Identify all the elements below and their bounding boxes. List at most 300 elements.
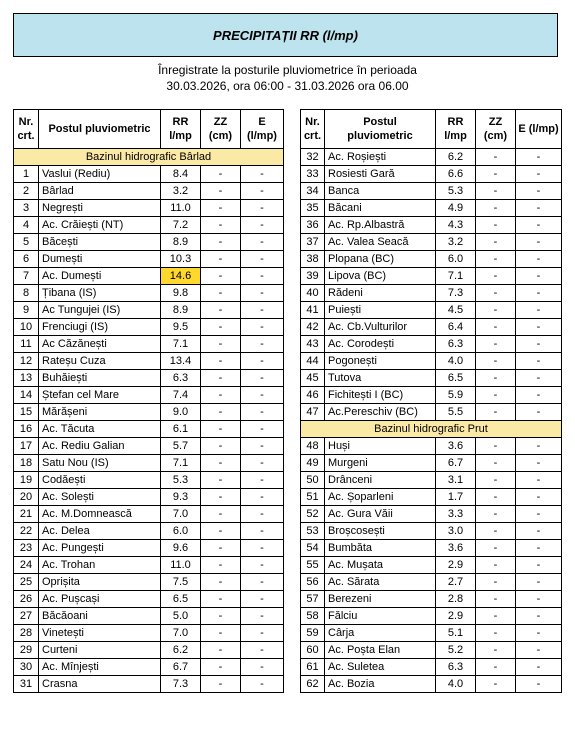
table-row <box>14 336 284 353</box>
zz-value: - <box>201 200 241 217</box>
table-row <box>301 370 562 387</box>
zz-value: - <box>201 421 241 438</box>
rr-value: 3.0 <box>436 523 476 540</box>
station-number: 38 <box>301 251 325 268</box>
table-row <box>14 302 284 319</box>
station-number: 25 <box>14 574 39 591</box>
table-row <box>14 319 284 336</box>
table-row <box>14 676 284 693</box>
station-name: Pogonești <box>325 353 436 370</box>
rr-value: 6.5 <box>436 370 476 387</box>
header-e: E (l/mp) <box>241 110 284 149</box>
rr-value: 5.9 <box>436 387 476 404</box>
station-number: 40 <box>301 285 325 302</box>
right-precipitation-table <box>300 109 562 693</box>
station-number: 43 <box>301 336 325 353</box>
table-row <box>14 285 284 302</box>
station-name: Drânceni <box>325 472 436 489</box>
section-label-prut: Bazinul hidrografic Prut <box>301 421 562 438</box>
station-number: 27 <box>14 608 39 625</box>
zz-value: - <box>476 234 516 251</box>
table-row <box>14 438 284 455</box>
station-name: Ac. Dumești <box>39 268 161 285</box>
station-number: 58 <box>301 608 325 625</box>
station-name: Oprișita <box>39 574 161 591</box>
table-row <box>301 608 562 625</box>
e-value: - <box>516 608 562 625</box>
e-value: - <box>241 489 284 506</box>
zz-value: - <box>476 438 516 455</box>
rr-value: 5.5 <box>436 404 476 421</box>
station-name: Vaslui (Rediu) <box>39 166 161 183</box>
table-row <box>14 268 284 285</box>
table-row <box>301 506 562 523</box>
e-value: - <box>516 217 562 234</box>
zz-value: - <box>201 336 241 353</box>
zz-value: - <box>201 370 241 387</box>
station-number: 8 <box>14 285 39 302</box>
station-name: Ac. Pușcași <box>39 591 161 608</box>
zz-value: - <box>201 642 241 659</box>
station-name: Banca <box>325 183 436 200</box>
table-row <box>301 251 562 268</box>
station-number: 18 <box>14 455 39 472</box>
zz-value: - <box>476 540 516 557</box>
e-value: - <box>241 574 284 591</box>
rr-value: 2.8 <box>436 591 476 608</box>
zz-value: - <box>201 506 241 523</box>
zz-value: - <box>476 506 516 523</box>
zz-value: - <box>476 489 516 506</box>
e-value: - <box>241 472 284 489</box>
rr-value: 3.3 <box>436 506 476 523</box>
station-number: 61 <box>301 659 325 676</box>
table-row <box>14 183 284 200</box>
rr-value: 11.0 <box>161 557 201 574</box>
station-number: 2 <box>14 183 39 200</box>
zz-value: - <box>201 234 241 251</box>
header-post: Postul pluviometric <box>39 110 161 149</box>
station-name: Murgeni <box>325 455 436 472</box>
zz-value: - <box>476 642 516 659</box>
zz-value: - <box>201 455 241 472</box>
header-zz: ZZ (cm) <box>201 110 241 149</box>
station-name: Ac. Poșta Elan <box>325 642 436 659</box>
zz-value: - <box>201 676 241 693</box>
table-row <box>14 387 284 404</box>
station-number: 29 <box>14 642 39 659</box>
zz-value: - <box>201 353 241 370</box>
header-post: Postul pluviometric <box>325 110 436 149</box>
rr-value: 9.6 <box>161 540 201 557</box>
header-zz: ZZ (cm) <box>476 110 516 149</box>
station-name: Ac. Sărata <box>325 574 436 591</box>
rr-value: 2.9 <box>436 608 476 625</box>
station-number: 1 <box>14 166 39 183</box>
rr-value: 10.3 <box>161 251 201 268</box>
station-name: Bumbăta <box>325 540 436 557</box>
e-value: - <box>241 166 284 183</box>
table-row <box>301 472 562 489</box>
zz-value: - <box>476 353 516 370</box>
zz-value: - <box>476 285 516 302</box>
zz-value: - <box>476 557 516 574</box>
station-name: Lipova (BC) <box>325 268 436 285</box>
zz-value: - <box>476 608 516 625</box>
station-number: 60 <box>301 642 325 659</box>
zz-value: - <box>476 268 516 285</box>
e-value: - <box>241 523 284 540</box>
section-row-barlad <box>14 149 284 166</box>
zz-value: - <box>476 523 516 540</box>
rr-value: 11.0 <box>161 200 201 217</box>
e-value: - <box>516 251 562 268</box>
e-value: - <box>516 149 562 166</box>
table-row <box>14 200 284 217</box>
table-row <box>14 234 284 251</box>
zz-value: - <box>476 251 516 268</box>
table-row <box>301 149 562 166</box>
rr-value: 4.9 <box>436 200 476 217</box>
rr-value: 9.8 <box>161 285 201 302</box>
rr-value: 4.5 <box>436 302 476 319</box>
rr-value: 5.2 <box>436 642 476 659</box>
station-number: 30 <box>14 659 39 676</box>
zz-value: - <box>201 523 241 540</box>
station-number: 42 <box>301 319 325 336</box>
station-number: 47 <box>301 404 325 421</box>
station-name: Fălciu <box>325 608 436 625</box>
table-row <box>301 183 562 200</box>
table-row <box>301 523 562 540</box>
rr-value: 14.6 <box>161 268 201 285</box>
table-row <box>301 625 562 642</box>
rr-value: 9.5 <box>161 319 201 336</box>
e-value: - <box>241 183 284 200</box>
table-row <box>14 540 284 557</box>
station-name: Ac. Șoparleni <box>325 489 436 506</box>
station-name: Curteni <box>39 642 161 659</box>
station-name: Ac. Rediu Galian <box>39 438 161 455</box>
rr-value: 8.9 <box>161 234 201 251</box>
e-value: - <box>516 523 562 540</box>
zz-value: - <box>476 455 516 472</box>
station-number: 53 <box>301 523 325 540</box>
e-value: - <box>241 608 284 625</box>
rr-value: 5.0 <box>161 608 201 625</box>
station-number: 22 <box>14 523 39 540</box>
table-row <box>301 438 562 455</box>
header-nr: Nr. crt. <box>14 110 39 149</box>
zz-value: - <box>476 370 516 387</box>
station-name: Ac. Valea Seacă <box>325 234 436 251</box>
station-name: Ac. Rp.Albastră <box>325 217 436 234</box>
zz-value: - <box>476 404 516 421</box>
header-rr: RR l/mp <box>436 110 476 149</box>
table-row <box>301 336 562 353</box>
rr-value: 7.0 <box>161 625 201 642</box>
station-name: Ac Tungujei (IS) <box>39 302 161 319</box>
table-row <box>301 455 562 472</box>
table-row <box>14 404 284 421</box>
table-row <box>301 387 562 404</box>
rr-value: 7.2 <box>161 217 201 234</box>
station-name: Ac. Suletea <box>325 659 436 676</box>
table-row <box>301 574 562 591</box>
station-name: Ac. Roșiești <box>325 149 436 166</box>
station-number: 62 <box>301 676 325 693</box>
station-name: Fichitești I (BC) <box>325 387 436 404</box>
rr-value: 6.0 <box>436 251 476 268</box>
e-value: - <box>241 540 284 557</box>
rr-value: 3.1 <box>436 472 476 489</box>
table-row <box>301 268 562 285</box>
station-name: Codăești <box>39 472 161 489</box>
station-name: Ac. Tăcuta <box>39 421 161 438</box>
zz-value: - <box>201 574 241 591</box>
station-name: Berezeni <box>325 591 436 608</box>
e-value: - <box>516 370 562 387</box>
station-name: Negrești <box>39 200 161 217</box>
table-row <box>14 625 284 642</box>
station-name: Ac. Solești <box>39 489 161 506</box>
station-name: Ac. Pungești <box>39 540 161 557</box>
station-number: 33 <box>301 166 325 183</box>
station-number: 39 <box>301 268 325 285</box>
rr-value: 7.3 <box>161 676 201 693</box>
rr-value: 4.0 <box>436 676 476 693</box>
table-row <box>14 642 284 659</box>
table-header-row <box>301 110 562 149</box>
e-value: - <box>241 200 284 217</box>
table-row <box>301 166 562 183</box>
station-number: 37 <box>301 234 325 251</box>
station-name: Dumești <box>39 251 161 268</box>
section-label-barlad: Bazinul hidrografic Bârlad <box>14 149 284 166</box>
rr-value: 7.3 <box>436 285 476 302</box>
table-row <box>14 353 284 370</box>
e-value: - <box>241 659 284 676</box>
station-name: Ac. M.Domnească <box>39 506 161 523</box>
table-row <box>301 540 562 557</box>
station-name: Puiești <box>325 302 436 319</box>
zz-value: - <box>201 608 241 625</box>
table-row <box>301 302 562 319</box>
table-row <box>14 523 284 540</box>
station-number: 13 <box>14 370 39 387</box>
zz-value: - <box>476 149 516 166</box>
station-number: 50 <box>301 472 325 489</box>
table-row <box>14 574 284 591</box>
rr-value: 5.3 <box>161 472 201 489</box>
subtitle-period-label: Înregistrate la posturile pluviometrice în perioada <box>158 63 417 77</box>
subtitle-period-dates: 30.03.2026, ora 06:00 - 31.03.2026 ora 06.00 <box>166 79 409 93</box>
header-nr: Nr. crt. <box>301 110 325 149</box>
e-value: - <box>516 540 562 557</box>
zz-value: - <box>201 489 241 506</box>
zz-value: - <box>201 625 241 642</box>
rr-value: 9.3 <box>161 489 201 506</box>
zz-value: - <box>476 659 516 676</box>
rr-value: 6.3 <box>161 370 201 387</box>
table-header-row <box>14 110 284 149</box>
zz-value: - <box>476 472 516 489</box>
station-name: Cârja <box>325 625 436 642</box>
section-row-prut <box>301 421 562 438</box>
station-number: 16 <box>14 421 39 438</box>
e-value: - <box>241 642 284 659</box>
station-name: Tutova <box>325 370 436 387</box>
station-number: 24 <box>14 557 39 574</box>
rr-value: 6.2 <box>436 149 476 166</box>
e-value: - <box>516 625 562 642</box>
zz-value: - <box>201 404 241 421</box>
table-row <box>14 591 284 608</box>
station-name: Ac. Crăiești (NT) <box>39 217 161 234</box>
e-value: - <box>241 455 284 472</box>
e-value: - <box>516 166 562 183</box>
station-name: Băcăoani <box>39 608 161 625</box>
zz-value: - <box>201 268 241 285</box>
e-value: - <box>516 387 562 404</box>
table-row <box>14 472 284 489</box>
table-row <box>14 421 284 438</box>
e-value: - <box>241 421 284 438</box>
e-value: - <box>241 387 284 404</box>
station-name: Ac. Mușata <box>325 557 436 574</box>
rr-value: 7.5 <box>161 574 201 591</box>
station-number: 28 <box>14 625 39 642</box>
e-value: - <box>516 591 562 608</box>
table-row <box>14 166 284 183</box>
station-name: Satu Nou (IS) <box>39 455 161 472</box>
e-value: - <box>516 302 562 319</box>
station-number: 11 <box>14 336 39 353</box>
table-row <box>301 285 562 302</box>
table-row <box>14 370 284 387</box>
rr-value: 3.6 <box>436 540 476 557</box>
station-name: Ac.Pereschiv (BC) <box>325 404 436 421</box>
zz-value: - <box>201 166 241 183</box>
zz-value: - <box>201 472 241 489</box>
table-row <box>14 608 284 625</box>
table-row <box>14 506 284 523</box>
station-name: Rădeni <box>325 285 436 302</box>
station-name: Ștefan cel Mare <box>39 387 161 404</box>
zz-value: - <box>201 659 241 676</box>
zz-value: - <box>201 540 241 557</box>
table-row <box>14 557 284 574</box>
station-number: 20 <box>14 489 39 506</box>
rr-value: 8.4 <box>161 166 201 183</box>
table-row <box>301 353 562 370</box>
e-value: - <box>241 251 284 268</box>
station-name: Ac. Gura Văii <box>325 506 436 523</box>
station-name: Crasna <box>39 676 161 693</box>
station-number: 10 <box>14 319 39 336</box>
station-name: Ac. Trohan <box>39 557 161 574</box>
e-value: - <box>516 353 562 370</box>
table-row <box>14 251 284 268</box>
rr-value: 8.9 <box>161 302 201 319</box>
rr-value: 7.1 <box>161 336 201 353</box>
zz-value: - <box>201 387 241 404</box>
station-number: 34 <box>301 183 325 200</box>
station-number: 32 <box>301 149 325 166</box>
station-number: 31 <box>14 676 39 693</box>
table-row <box>14 659 284 676</box>
zz-value: - <box>201 319 241 336</box>
station-name: Vinetești <box>39 625 161 642</box>
e-value: - <box>241 438 284 455</box>
table-row <box>301 642 562 659</box>
e-value: - <box>241 404 284 421</box>
rr-value: 5.3 <box>436 183 476 200</box>
header-e: E (l/mp) <box>516 110 562 149</box>
rr-value: 2.7 <box>436 574 476 591</box>
e-value: - <box>241 676 284 693</box>
station-number: 12 <box>14 353 39 370</box>
zz-value: - <box>476 387 516 404</box>
rr-value: 7.4 <box>161 387 201 404</box>
rr-value: 4.3 <box>436 217 476 234</box>
e-value: - <box>516 183 562 200</box>
zz-value: - <box>476 183 516 200</box>
zz-value: - <box>476 676 516 693</box>
zz-value: - <box>201 438 241 455</box>
station-number: 49 <box>301 455 325 472</box>
rr-value: 6.3 <box>436 336 476 353</box>
table-row <box>301 557 562 574</box>
station-number: 52 <box>301 506 325 523</box>
station-number: 46 <box>301 387 325 404</box>
zz-value: - <box>201 302 241 319</box>
zz-value: - <box>201 285 241 302</box>
station-number: 41 <box>301 302 325 319</box>
e-value: - <box>516 200 562 217</box>
station-name: Buhăiești <box>39 370 161 387</box>
station-number: 5 <box>14 234 39 251</box>
station-name: Huși <box>325 438 436 455</box>
table-row <box>301 217 562 234</box>
zz-value: - <box>201 557 241 574</box>
station-number: 26 <box>14 591 39 608</box>
e-value: - <box>516 472 562 489</box>
table-row <box>301 404 562 421</box>
station-number: 54 <box>301 540 325 557</box>
station-number: 59 <box>301 625 325 642</box>
e-value: - <box>516 438 562 455</box>
station-name: Rosiesti Gară <box>325 166 436 183</box>
e-value: - <box>516 659 562 676</box>
station-number: 55 <box>301 557 325 574</box>
e-value: - <box>516 234 562 251</box>
zz-value: - <box>201 591 241 608</box>
table-row <box>301 319 562 336</box>
table-row <box>301 659 562 676</box>
rr-value: 6.7 <box>436 455 476 472</box>
e-value: - <box>241 506 284 523</box>
rr-value: 5.1 <box>436 625 476 642</box>
e-value: - <box>241 353 284 370</box>
rr-value: 13.4 <box>161 353 201 370</box>
station-name: Mărășeni <box>39 404 161 421</box>
station-number: 23 <box>14 540 39 557</box>
station-name: Ac. Mînjești <box>39 659 161 676</box>
page-title: PRECIPITAȚII RR (l/mp) <box>13 13 558 57</box>
station-number: 35 <box>301 200 325 217</box>
e-value: - <box>241 591 284 608</box>
